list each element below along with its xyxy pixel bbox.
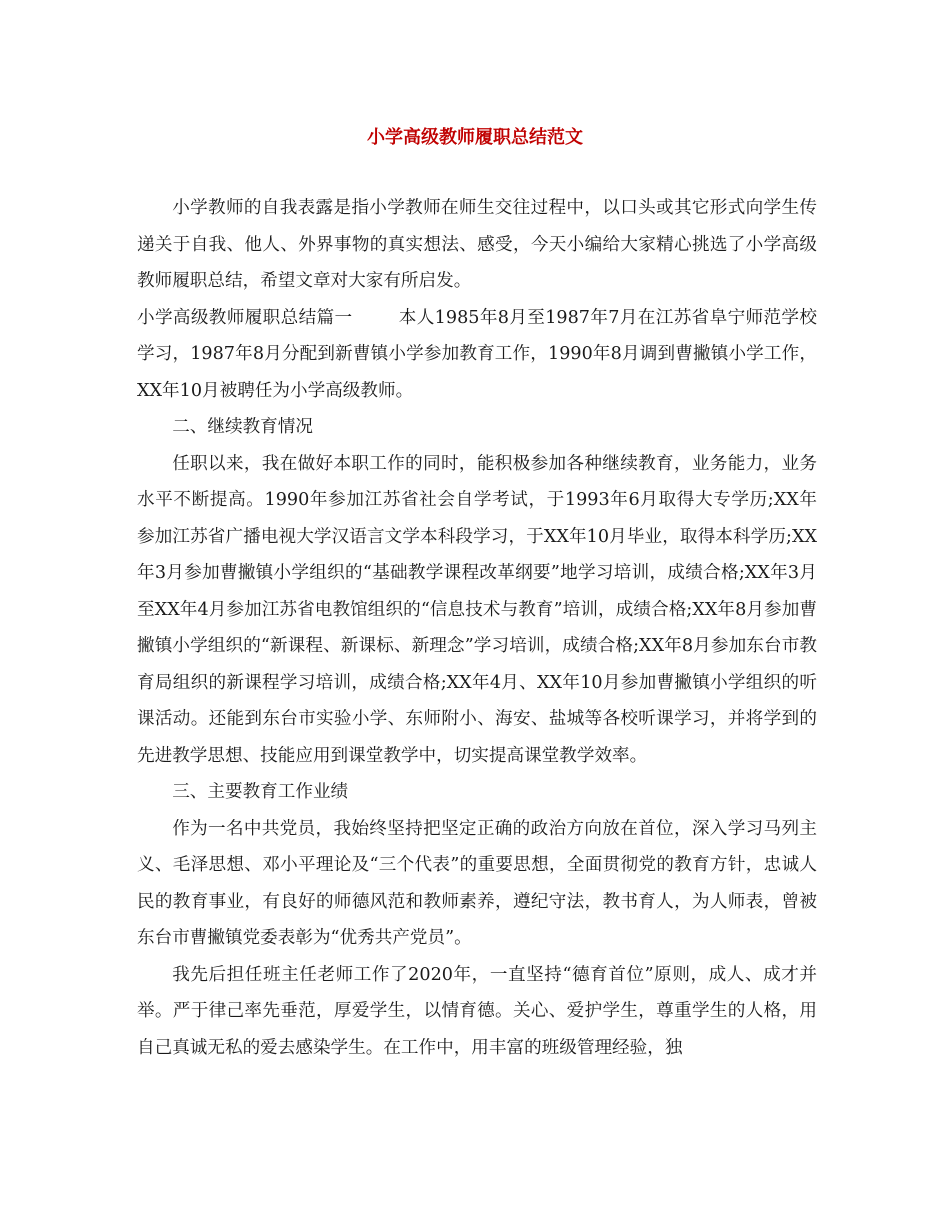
section1-label: 小学高级教师履职总结篇一	[137, 307, 353, 328]
document-body	[137, 190, 817, 1066]
intro-paragraph: 小学教师的自我表露是指小学教师在师生交往过程中，以口头或其它形式向学生传递关于自我、他人、外界事物的真实想法、感受，今天小编给大家精心挑选了小学高级教师履职总结，希望文章对大家有所启发。	[137, 198, 817, 291]
heading-continuing-education: 二、继续教育情况	[172, 417, 313, 437]
continuing-education-paragraph: 任职以来，我在做好本职工作的同时，能积极参加各种继续教育，业务能力，业务水平不断提高。1990年参加江苏省社会自学考试，于1993年6月取得大专学历;XX年 参加江苏省广播电视大学汉语言文学本科段学习，于XX年10月毕业，取得本科学历;XX年3月参加曹撇镇小学组织的“基础教学课程改革纲要”地学习培训，成绩合格;XX年3月至XX年4月参加江苏省电教馆组织的“信息技术与教育”培训，成绩合格;XX年8月参加曹撇镇小学组织的“新课程、新课标、新理念”学习培训，成绩合格;XX年8月参加东台市教育局组织的新课程学习培训，成绩合格;XX年4月、XX年10月参加曹撇镇小学组织的听课活动。还能到东台市实验小学、东师附小、海安、盐城等各校听课学习，并将学到的先进教学思想、技能应用到课堂教学中，切实提高课堂教学效率。	[137, 453, 817, 766]
document-title: 小学高级教师履职总结范文	[367, 127, 583, 148]
section1-text: 本人1985年8月至1987年7月在江苏省阜宁师范学校学习，1987年8月分配到新曹镇小学参加教育工作，1990年8月调到曹撇镇小学工作，XX年10月被聘任为小学高级教师。	[137, 307, 817, 401]
party-member-paragraph: 作为一名中共党员，我始终坚持把坚定正确的政治方向放在首位，深入学习马列主义、毛泽思想、邓小平理论及“三个代表”的重要思想，全面贯彻党的教育方针，忠诚人民的教育事业，有良好的师德风范和教师素养，遵纪守法，教书育人，为人师表，曾被东台市曹撇镇党委表彰为“优秀共产党员”。	[137, 818, 817, 948]
section1-paragraph	[137, 300, 817, 410]
heading-main-achievements: 三、主要教育工作业绩	[172, 782, 349, 802]
class-teacher-paragraph: 我先后担任班主任老师工作了2020年，一直坚持“德育首位”原则，成人、成才并举。严于律己率先垂范，厚爱学生，以情育德。关心、爱护学生，尊重学生的人格，用自己真诚无私的爱去感染学生。在工作中，用丰富的班级管理经验，独	[137, 964, 817, 1058]
